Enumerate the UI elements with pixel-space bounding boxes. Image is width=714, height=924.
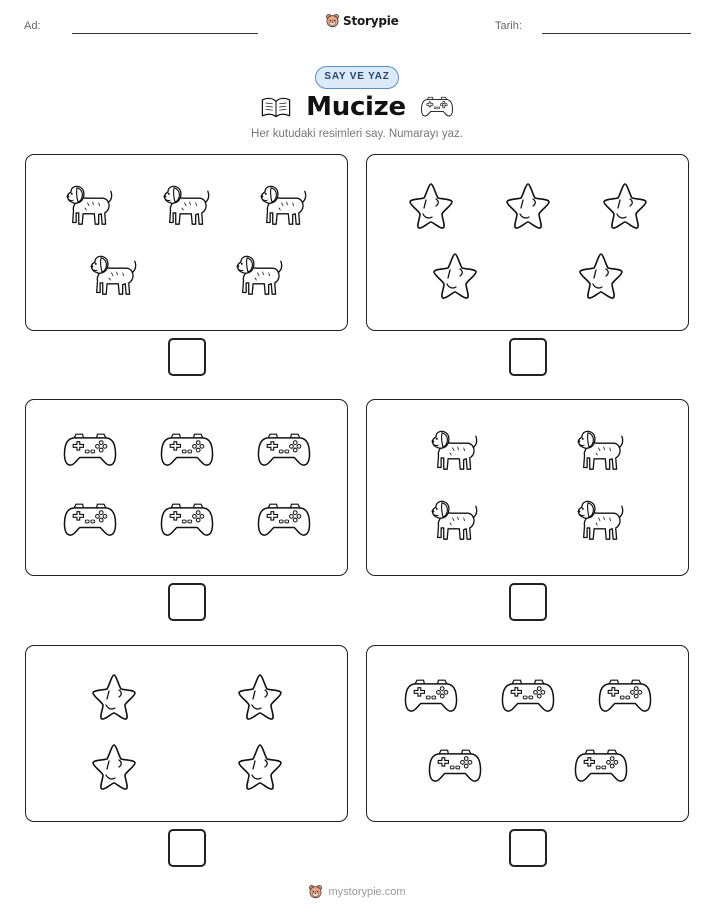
- dog-icon: [64, 183, 116, 229]
- star-icon: [430, 251, 480, 301]
- bear-icon: [325, 13, 340, 28]
- counting-box-6: [366, 645, 689, 822]
- instructions: Her kutudaki resimleri say. Numarayı yaz.: [251, 128, 463, 140]
- brand-name: Storypie: [343, 13, 399, 28]
- star-icon: [89, 742, 139, 792]
- bear-icon: [308, 884, 323, 899]
- star-icon: [89, 672, 139, 722]
- star-icon: [503, 181, 553, 231]
- counting-box-4: [366, 399, 689, 576]
- answer-box-5[interactable]: [168, 829, 206, 867]
- footer: [0, 884, 714, 899]
- star-icon: [406, 181, 456, 231]
- counting-box-5: [25, 645, 348, 822]
- name-line[interactable]: [72, 33, 258, 34]
- page-title: Mucize: [306, 92, 406, 122]
- footer-url: mystorypie.com: [328, 885, 406, 898]
- dog-icon: [429, 428, 481, 474]
- storypie-logo: [325, 13, 399, 28]
- title-row: [0, 92, 714, 122]
- gamepad-icon: [500, 678, 556, 716]
- activity-badge: SAY VE YAZ: [315, 66, 399, 89]
- dog-icon: [429, 498, 481, 544]
- dog-icon: [161, 183, 213, 229]
- star-icon: [600, 181, 650, 231]
- answer-box-4[interactable]: [509, 583, 547, 621]
- dog-icon: [88, 253, 140, 299]
- gamepad-icon: [256, 502, 312, 540]
- answer-box-2[interactable]: [509, 338, 547, 376]
- gamepad-icon: [420, 96, 454, 119]
- star-icon: [576, 251, 626, 301]
- counting-box-1: [25, 154, 348, 331]
- gamepad-icon: [256, 432, 312, 470]
- dog-icon: [575, 428, 627, 474]
- book-icon: [260, 95, 292, 119]
- star-icon: [235, 672, 285, 722]
- answer-box-3[interactable]: [168, 583, 206, 621]
- dog-icon: [234, 253, 286, 299]
- counting-box-3: [25, 399, 348, 576]
- date-line[interactable]: [542, 33, 691, 34]
- gamepad-icon: [597, 678, 653, 716]
- gamepad-icon: [62, 432, 118, 470]
- gamepad-icon: [159, 432, 215, 470]
- answer-box-1[interactable]: [168, 338, 206, 376]
- name-label: Ad:: [24, 20, 41, 32]
- gamepad-icon: [427, 748, 483, 786]
- gamepad-icon: [159, 502, 215, 540]
- gamepad-icon: [62, 502, 118, 540]
- date-label: Tarih:: [495, 20, 522, 32]
- dog-icon: [258, 183, 310, 229]
- answer-box-6[interactable]: [509, 829, 547, 867]
- gamepad-icon: [573, 748, 629, 786]
- gamepad-icon: [403, 678, 459, 716]
- star-icon: [235, 742, 285, 792]
- dog-icon: [575, 498, 627, 544]
